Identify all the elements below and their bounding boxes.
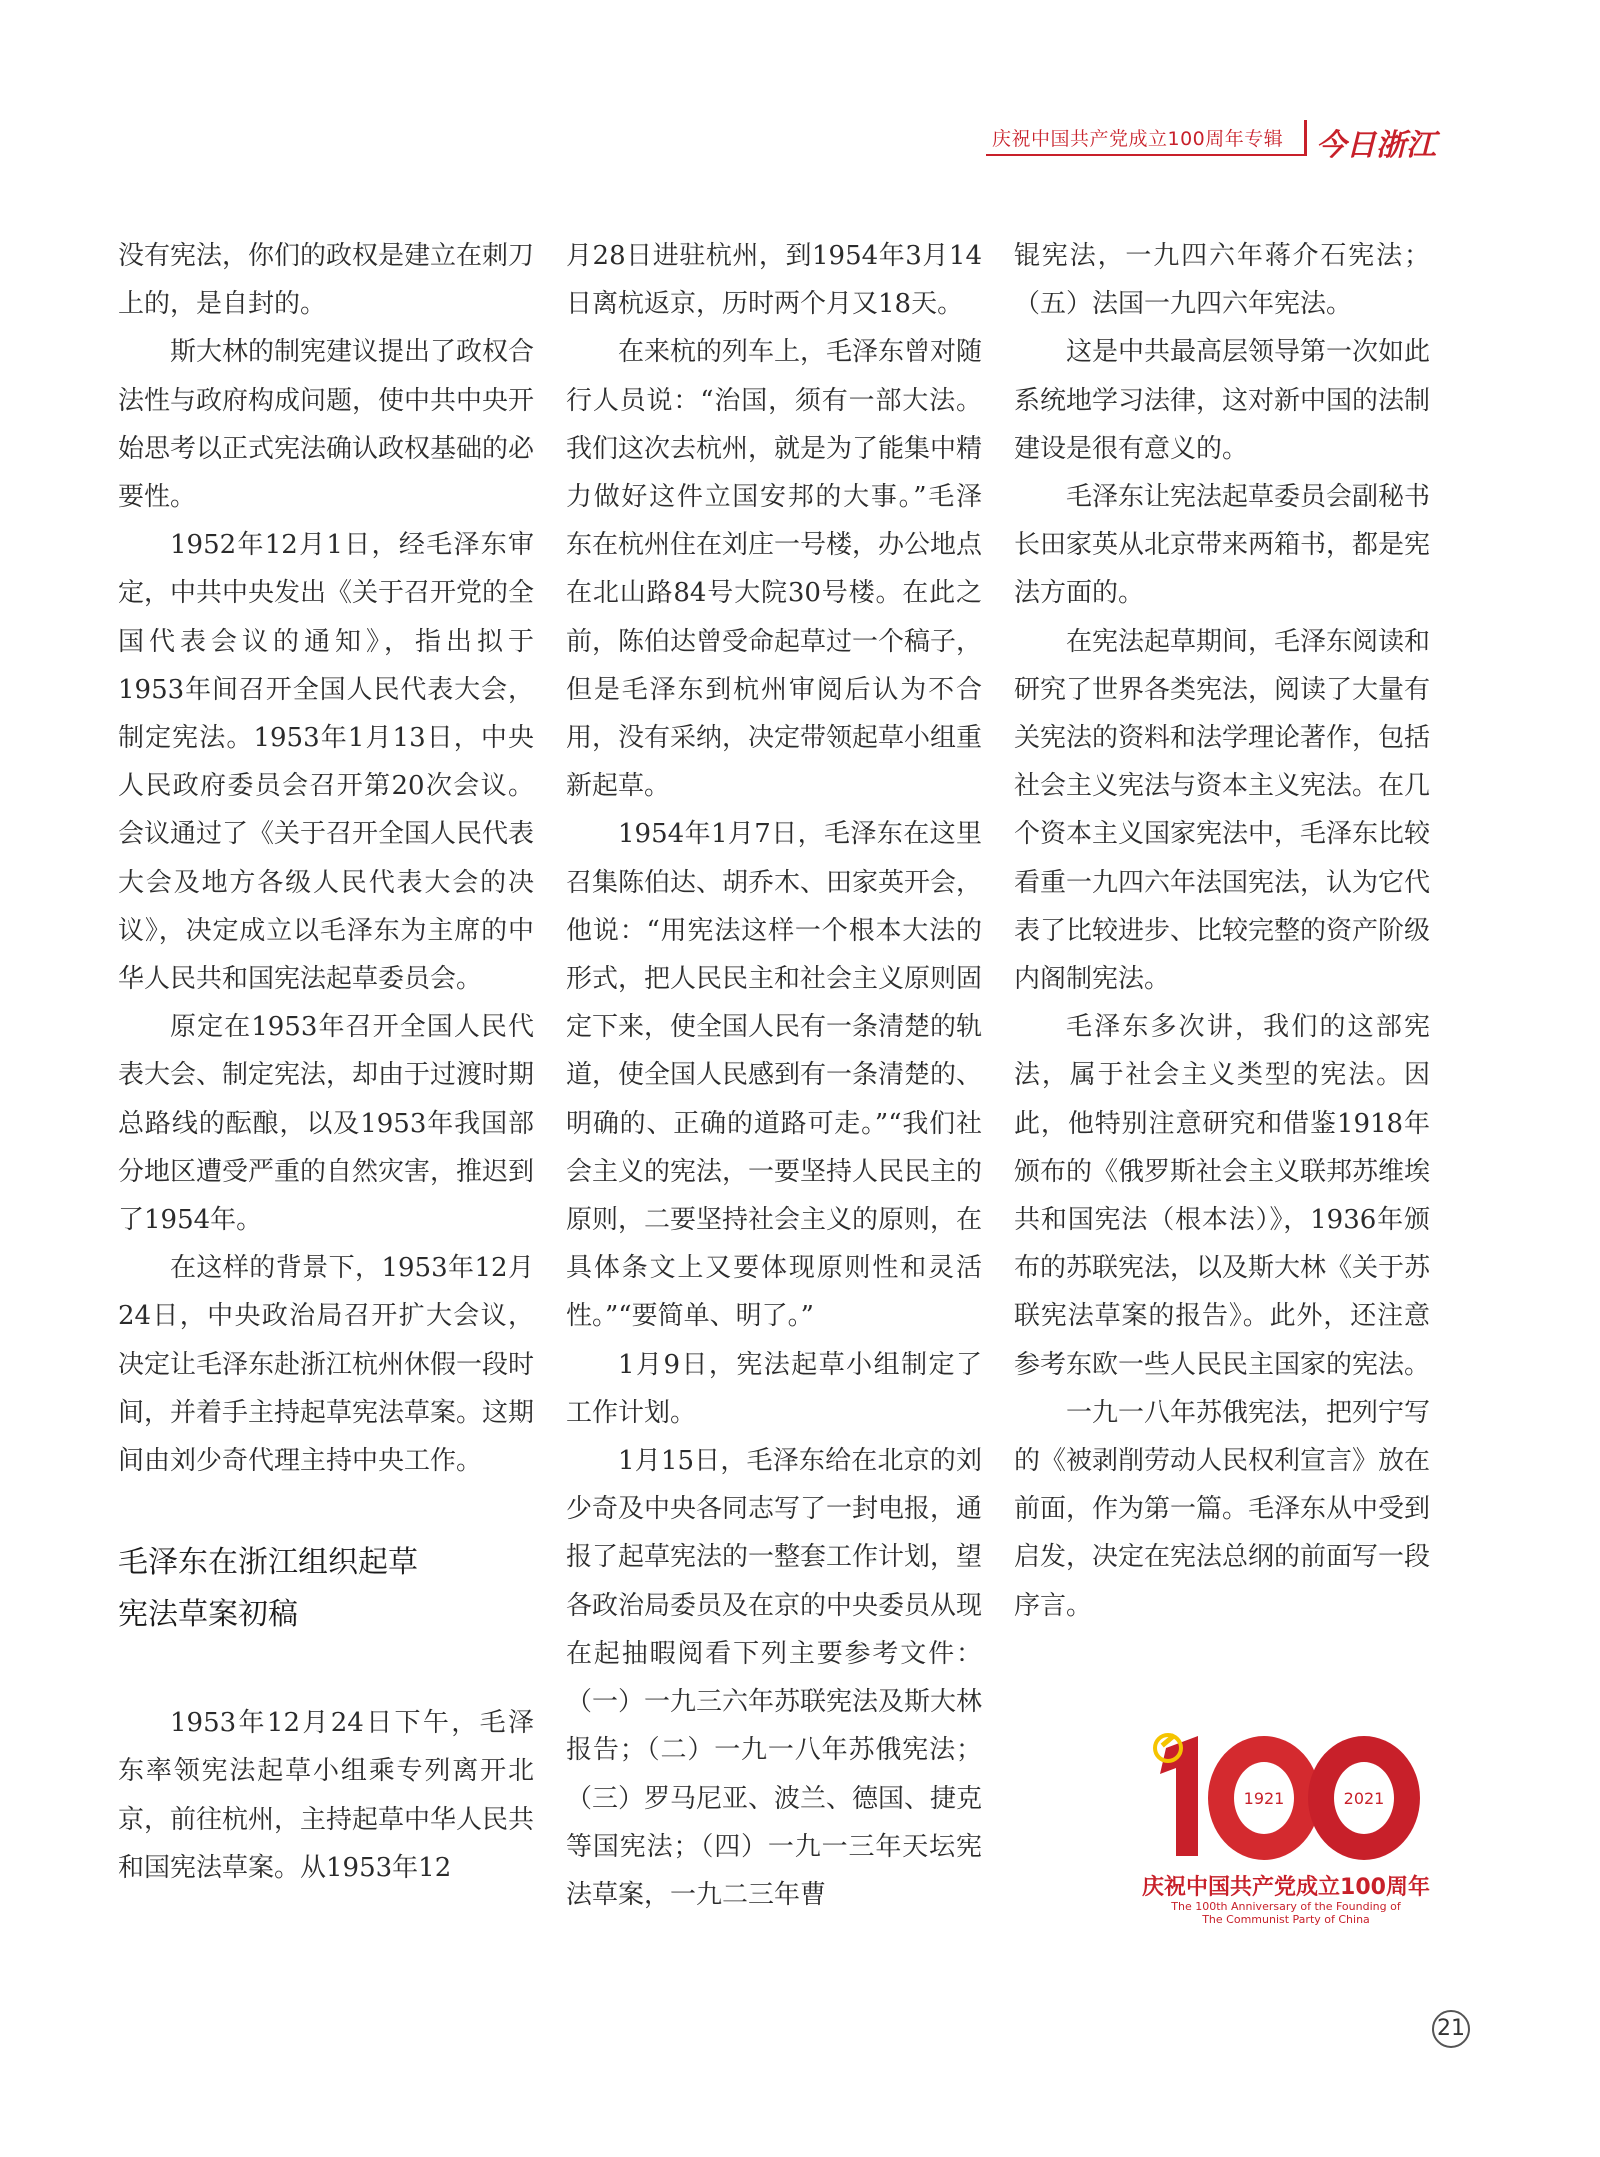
emblem-english-line: The 100th Anniversary of the Founding of — [1171, 1900, 1401, 1913]
centenary-100-logo-icon — [1136, 1728, 1436, 1870]
emblem-chinese-caption: 庆祝中国共产党成立100周年 — [1142, 1875, 1430, 1900]
paragraph: 1月15日，毛泽东给在北京的刘少奇及中央各同志写了一封电报，通报了起草宪法的一整套工作计划，望各政治局委员及在京的中央委员从现在起抽暇阅看下列主要参考文件：（一）一九三六年苏联宪法及斯大林报告；（二）一九一八年苏俄宪法；（三）罗马尼亚、波兰、德国、捷克等国宪法；（四）一九一三年天坛宪法草案，一九二三年曹 — [566, 1446, 983, 1910]
paragraph: 1952年12月1日，经毛泽东审定，中共中央发出《关于召开党的全国代表会议的通知》，指出拟于1953年间召开全国人民代表大会，制定宪法。1953年1月13日，中央人民政府委员会召开第20次会议。会议通过了《关于召开全国人民代表大会及地方各级人民代表大会的决议》，决定成立以毛泽东为主席的中华人民共和国宪法起草委员会。 — [118, 530, 535, 995]
year-start: 1921 — [1243, 1789, 1285, 1808]
magazine-logo: 今日浙江 — [1316, 128, 1436, 163]
centenary-emblem — [1136, 1728, 1436, 1928]
page-header — [986, 120, 1456, 163]
emblem-english-caption — [1136, 1900, 1436, 1926]
paragraph: 这是中共最高层领导第一次如此系统地学习法律，这对新中国的法制建设是很有意义的。 — [1014, 337, 1431, 464]
section-heading-line: 宪法草案初稿 — [118, 1597, 298, 1633]
paragraph: 一九一八年苏俄宪法，把列宁写的《被剥削劳动人民权利宣言》放在前面，作为第一篇。毛泽东从中受到启发，决定在宪法总纲的前面写一段序言。 — [1014, 1397, 1431, 1621]
header-rule — [986, 154, 1306, 156]
paragraph: 在宪法起草期间，毛泽东阅读和研究了世界各类宪法，阅读了大量有关宪法的资料和法学理论著作，包括社会主义宪法与资本主义宪法。在几个资本主义国家宪法中，毛泽东比较看重一九四六年法国宪法，认为它代表了比较进步、比较完整的资产阶级内阁制宪法。 — [1014, 626, 1431, 995]
paragraph: 原定在1953年召开全国人民代表大会、制定宪法，却由于过渡时期总路线的酝酿，以及1953年我国部分地区遭受严重的自然灾害，推迟到了1954年。 — [118, 1012, 535, 1236]
header-separator — [1304, 120, 1307, 156]
paragraph: 锟宪法，一九四六年蒋介石宪法；（五）法国一九四六年宪法。 — [1014, 241, 1430, 320]
column-2 — [566, 232, 982, 1919]
year-end: 2021 — [1343, 1789, 1385, 1808]
section-heading-line: 毛泽东在浙江组织起草 — [118, 1545, 418, 1581]
paragraph: 1954年1月7日，毛泽东在这里召集陈伯达、胡乔木、田家英开会，他说：“用宪法这样一个根本大法的形式，把人民民主和社会主义原则固定下来，使全国人民有一条清楚的轨道，使全国人民感到有一条清楚的、明确的、正确的道路可走。”“我们社会主义的宪法，一要坚持人民民主的原则，二要坚持社会主义的原则，在具体条文上又要体现原则性和灵活性。”“要简单、明了。” — [566, 819, 983, 1332]
section-heading — [118, 1537, 534, 1641]
column-3 — [1014, 232, 1430, 1630]
paragraph: 1月9日，宪法起草小组制定了工作计划。 — [566, 1349, 982, 1428]
paragraph: 月28日进驻杭州，到1954年3月14日离杭返京，历时两个月又18天。 — [566, 241, 982, 320]
header-title: 庆祝中国共产党成立100周年专辑 — [992, 128, 1284, 150]
column-1 — [118, 232, 534, 1892]
paragraph: 在来杭的列车上，毛泽东曾对随行人员说：“治国，须有一部大法。我们这次去杭州，就是为了能集中精力做好这件立国安邦的大事。”毛泽东在杭州住在刘庄一号楼，办公地点在北山路84号大院30号楼。在此之前，陈伯达曾受命起草过一个稿子，但是毛泽东到杭州审阅后认为不合用，没有采纳，决定带领起草小组重新起草。 — [566, 337, 983, 802]
paragraph: 1953年12月24日下午，毛泽东率领宪法起草小组乘专列离开北京，前往杭州，主持起草中华人民共和国宪法草案。从1953年12 — [118, 1708, 535, 1883]
page-number: 21 — [1432, 2010, 1470, 2048]
paragraph: 毛泽东多次讲，我们的这部宪法，属于社会主义类型的宪法。因此，他特别注意研究和借鉴1918年颁布的《俄罗斯社会主义联邦苏维埃共和国宪法（根本法）》，1936年颁布的苏联宪法，以及斯大林《关于苏联宪法草案的报告》。此外，还注意参考东欧一些人民民主国家的宪法。 — [1014, 1012, 1431, 1380]
paragraph: 在这样的背景下，1953年12月24日，中央政治局召开扩大会议，决定让毛泽东赴浙江杭州休假一段时间，并着手主持起草宪法草案。这期间由刘少奇代理主持中央工作。 — [118, 1253, 535, 1477]
paragraph: 毛泽东让宪法起草委员会副秘书长田家英从北京带来两箱书，都是宪法方面的。 — [1014, 482, 1431, 609]
paragraph: 斯大林的制宪建议提出了政权合法性与政府构成问题，使中共中央开始思考以正式宪法确认政权基础的必要性。 — [118, 337, 535, 513]
paragraph: 没有宪法，你们的政权是建立在刺刀上的，是自封的。 — [118, 241, 535, 320]
emblem-english-line: The Communist Party of China — [1202, 1913, 1370, 1926]
